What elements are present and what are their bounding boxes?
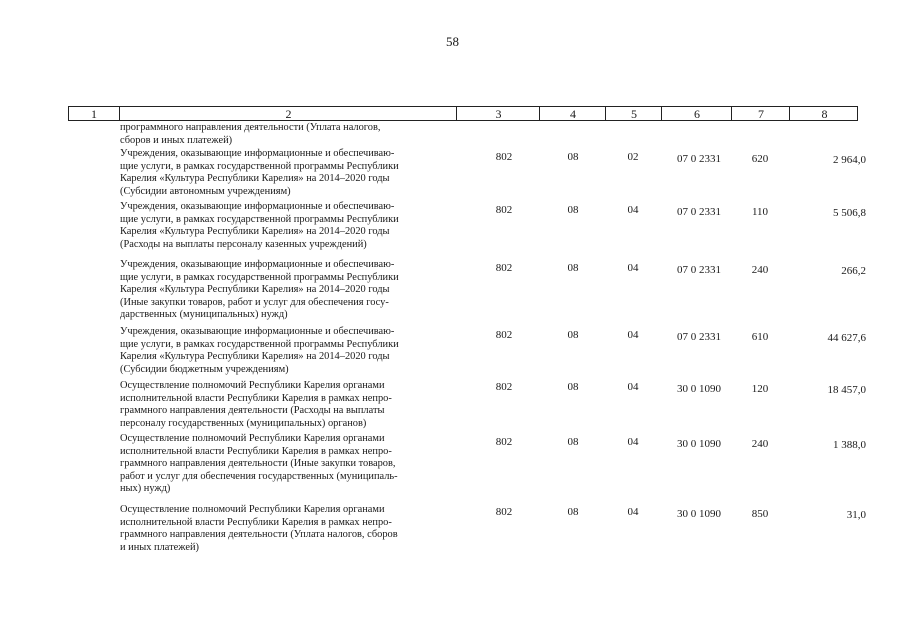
row-sum: 31,0 (846, 509, 866, 521)
row-section: 08 (567, 381, 579, 393)
header-col-4: 4 (539, 107, 606, 120)
row-expense-type: 850 (751, 508, 769, 520)
row-subsection: 04 (627, 436, 639, 448)
row-section: 08 (567, 329, 579, 341)
row-ved: 802 (495, 329, 513, 341)
header-col-7: 7 (731, 107, 790, 120)
row-sum: 266,2 (841, 265, 866, 277)
row-sum: 5 506,8 (833, 207, 866, 219)
header-col-5: 5 (605, 107, 662, 120)
row-expense-type: 120 (751, 383, 769, 395)
row-subsection: 04 (627, 204, 639, 216)
row-target-article: 07 0 2331 (677, 206, 721, 218)
row-target-article: 30 0 1090 (677, 508, 721, 520)
row-description: Учреждения, оказывающие информационные и обеспечиваю- щие услуги, в рамках государственной программы Республики Карелия «Культура Республики Карелия» на 2014–2020 годы (Субсидии автономным учреждениям) (120, 148, 399, 197)
row-target-article: 30 0 1090 (677, 383, 721, 395)
row-sum: 2 964,0 (833, 154, 866, 166)
header-col-1: 1 (91, 107, 97, 121)
row-subsection: 04 (627, 381, 639, 393)
row-description: Учреждения, оказывающие информационные и обеспечиваю- щие услуги, в рамках государственной программы Республики Карелия «Культура Республики Карелия» на 2014–2020 годы (Иные закупки товаров, работ и услуг для обеспечения госу- дарственных (муниципальных) нужд) (120, 259, 399, 321)
row-target-article: 07 0 2331 (677, 153, 721, 165)
row-description: Учреждения, оказывающие информационные и обеспечиваю- щие услуги, в рамках государственной программы Республики Карелия «Культура Республики Карелия» на 2014–2020 годы (Расходы на выплаты персоналу казенных учреждений) (120, 201, 399, 250)
row-expense-type: 240 (751, 438, 769, 450)
row-ved: 802 (495, 436, 513, 448)
row-target-article: 30 0 1090 (677, 438, 721, 450)
header-col-6: 6 (661, 107, 732, 120)
row-expense-type: 620 (751, 153, 769, 165)
row-section: 08 (567, 436, 579, 448)
row-ved: 802 (495, 506, 513, 518)
row-description: Осуществление полномочий Республики Карелия органами исполнительной власти Республики Карелия в рамках непро- граммного направления деятельности (Уплата налогов, сборов и иных платежей) (120, 504, 398, 553)
continuation-text: программного направления деятельности (Уплата налогов, сборов и иных платежей) (120, 122, 381, 146)
row-subsection: 04 (627, 262, 639, 274)
row-description: Учреждения, оказывающие информационные и обеспечиваю- щие услуги, в рамках государственной программы Республики Карелия «Культура Республики Карелия» на 2014–2020 годы (Субсидии бюджетным учреждениям) (120, 326, 399, 375)
row-subsection: 02 (627, 151, 639, 163)
row-target-article: 07 0 2331 (677, 331, 721, 343)
row-ved: 802 (495, 381, 513, 393)
row-ved: 802 (495, 262, 513, 274)
row-target-article: 07 0 2331 (677, 264, 721, 276)
row-subsection: 04 (627, 506, 639, 518)
row-expense-type: 110 (751, 206, 769, 218)
page-number: 58 (446, 34, 459, 49)
header-col-2: 2 (119, 107, 457, 120)
header-col-8: 8 (789, 107, 859, 120)
header-col-3: 3 (456, 107, 540, 120)
row-ved: 802 (495, 204, 513, 216)
row-sum: 44 627,6 (827, 332, 866, 344)
row-section: 08 (567, 506, 579, 518)
row-section: 08 (567, 151, 579, 163)
row-section: 08 (567, 262, 579, 274)
row-expense-type: 610 (751, 331, 769, 343)
row-ved: 802 (495, 151, 513, 163)
row-description: Осуществление полномочий Республики Карелия органами исполнительной власти Республики Карелия в рамках непро- граммного направления деятельности (Иные закупки товаров, работ и услуг для обеспечения государственных (муниципаль- ных) нужд) (120, 433, 398, 495)
row-expense-type: 240 (751, 264, 769, 276)
row-description: Осуществление полномочий Республики Карелия органами исполнительной власти Республики Карелия в рамках непро- граммного направления деятельности (Расходы на выплаты персоналу государственных (муниципальных) органов) (120, 380, 392, 429)
row-subsection: 04 (627, 329, 639, 341)
row-section: 08 (567, 204, 579, 216)
row-sum: 18 457,0 (827, 384, 866, 396)
table-header-row (68, 106, 858, 121)
row-sum: 1 388,0 (833, 439, 866, 451)
